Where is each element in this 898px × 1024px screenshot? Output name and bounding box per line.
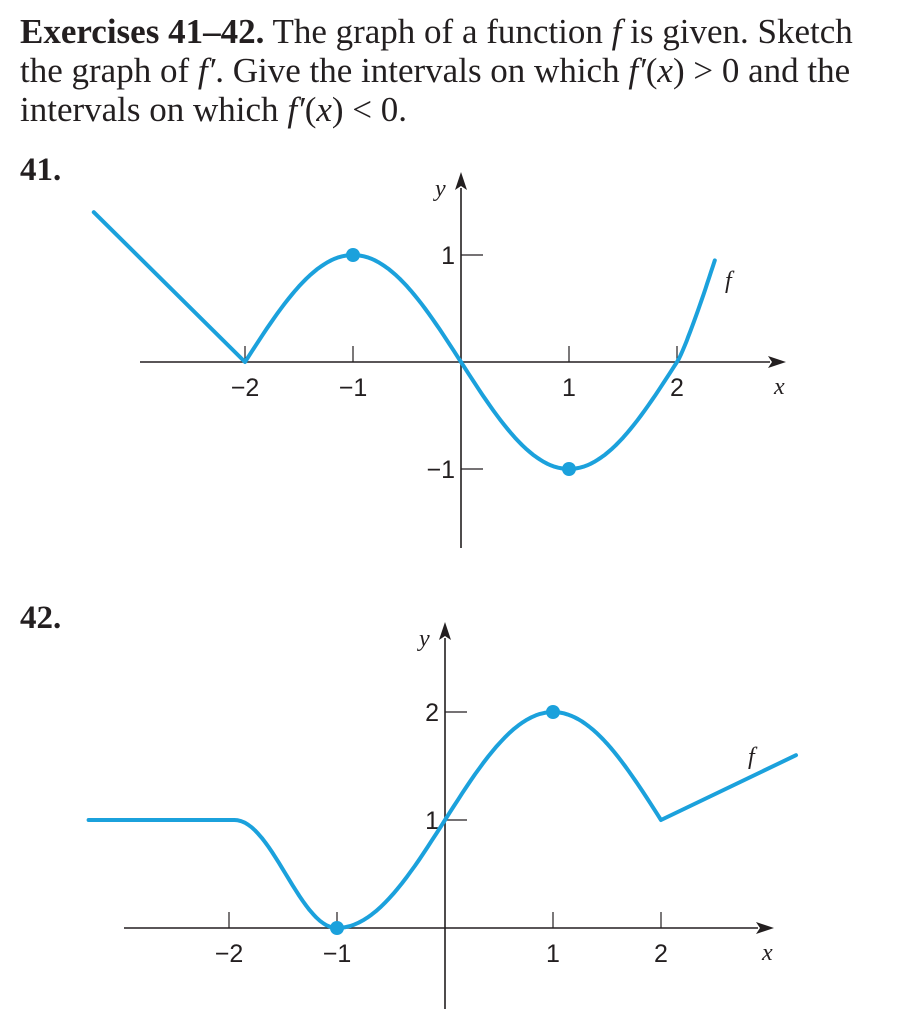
heading-text-2: is given. Sketch the graph of <box>20 12 853 90</box>
x-tick-label: −1 <box>338 374 368 402</box>
marked-point <box>546 705 560 719</box>
y-axis-arrow <box>455 172 467 190</box>
function-label: f <box>725 268 732 294</box>
x-tick-label: 1 <box>562 374 576 402</box>
heading-text-3: . Give the intervals on which <box>215 51 629 90</box>
exercise-41-number: 41. <box>20 152 62 188</box>
marked-point <box>346 248 360 262</box>
chart-42 <box>0 604 898 1024</box>
x-tick-label: −2 <box>230 374 260 402</box>
exercise-heading <box>20 12 880 129</box>
heading-f3: f′ <box>628 51 646 90</box>
heading-text-5: ) > 0 and the intervals on which <box>20 51 851 129</box>
x-axis-name: x <box>774 374 785 400</box>
y-tick-label: 1 <box>425 807 439 835</box>
x-tick-label: −1 <box>322 940 352 968</box>
heading-x1: x <box>657 51 673 90</box>
heading-f4: f′ <box>287 90 305 129</box>
function-curve <box>89 712 796 928</box>
heading-f1: f <box>611 12 622 51</box>
heading-x2: x <box>316 90 332 129</box>
heading-f2: f′ <box>197 51 216 90</box>
marked-point <box>330 921 344 935</box>
heading-text-4: ( <box>645 51 658 90</box>
exercise-42-number: 42. <box>20 600 62 636</box>
y-tick-label: −1 <box>426 456 455 484</box>
y-tick-label: 2 <box>425 699 439 727</box>
x-tick-label: 2 <box>670 374 684 402</box>
y-axis-name: y <box>435 176 446 202</box>
heading-text-6: ( <box>304 90 317 129</box>
x-axis-arrow <box>756 922 774 934</box>
x-axis-name: x <box>762 940 773 966</box>
heading-number: Exercises 41–42. <box>20 12 265 51</box>
x-tick-label: −2 <box>214 940 244 968</box>
marked-point <box>562 462 576 476</box>
function-curve <box>94 212 715 469</box>
x-tick-label: 2 <box>654 940 668 968</box>
y-axis-name: y <box>419 626 430 652</box>
function-label: f <box>748 744 755 770</box>
heading-text-1: The graph of a function <box>264 12 612 51</box>
heading-text-7: ) < 0. <box>331 90 408 129</box>
x-axis-arrow <box>768 356 786 368</box>
x-tick-label: 1 <box>546 940 560 968</box>
y-tick-label: 1 <box>441 242 455 270</box>
chart-41 <box>0 160 898 560</box>
y-axis-arrow <box>439 622 451 640</box>
